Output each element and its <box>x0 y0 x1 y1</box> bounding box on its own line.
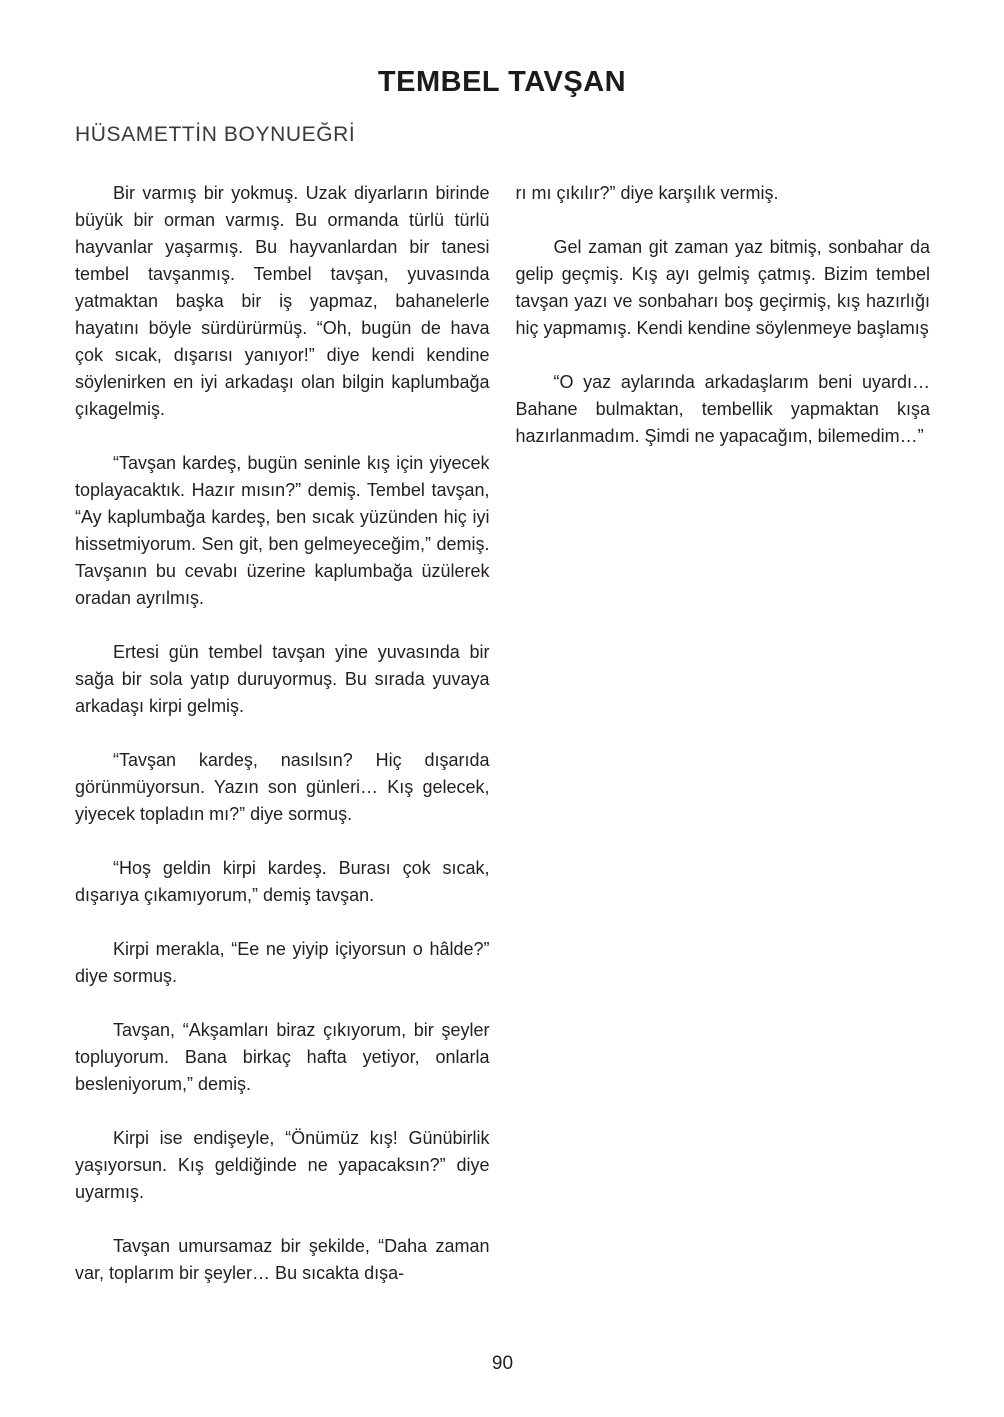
story-column-left <box>75 180 490 1314</box>
story-column-right <box>516 180 931 1314</box>
story-columns <box>75 180 930 1314</box>
story-paragraph: Kirpi ise endişeyle, “Önümüz kış! Günübirlik yaşıyorsun. Kış geldiğinde ne yapacaksın?” diye uyarmış. <box>75 1128 490 1202</box>
page-number: 90 <box>491 1353 514 1374</box>
story-paragraph: “O yaz aylarında arkadaşlarım beni uyardı… Bahane bulmaktan, tembellik yapmaktan kışa hazırlanmadım. Şimdi ne yapacağım, bilemedim…” <box>515 372 930 446</box>
page-title: TEMBEL TAVŞAN <box>377 66 627 98</box>
author-name: HÜSAMETTİN BOYNUEĞRİ <box>75 123 356 146</box>
story-paragraph: Gel zaman git zaman yaz bitmiş, sonbahar da gelip geçmiş. Kış ayı gelmiş çatmış. Bizim tembel tavşan yazı ve sonbaharı boş geçirmiş, kış hazırlığı hiç yapmamış. Kendi kendine söylenmeye başlamış <box>515 237 930 338</box>
story-paragraph: “Tavşan kardeş, bugün seninle kış için yiyecek toplayacaktık. Hazır mısın?” demiş. Tembel tavşan, “Ay kaplumbağa kardeş, ben sıcak yüzünden hiç iyi hissetmiyorum. Sen git, ben gelmeyeceğim,” demiş. Tavşanın bu cevabı üzerine kaplumbağa üzülerek oradan ayrılmış. <box>75 453 490 608</box>
story-paragraph: Tavşan, “Akşamları biraz çıkıyorum, bir şeyler topluyorum. Bana birkaç hafta yetiyor, onlarla besleniyorum,” demiş. <box>75 1020 490 1094</box>
story-paragraph: Kirpi merakla, “Ee ne yiyip içiyorsun o hâlde?” diye sormuş. <box>75 939 490 986</box>
story-paragraph: “Tavşan kardeş, nasılsın? Hiç dışarıda görünmüyorsun. Yazın son günleri… Kış gelecek, yiyecek topladın mı?” diye sormuş. <box>75 750 490 824</box>
story-paragraph: rı mı çıkılır?” diye karşılık vermiş. <box>515 183 779 203</box>
story-paragraph: Tavşan umursamaz bir şekilde, “Daha zaman var, toplarım bir şeyler… Bu sıcakta dışa- <box>75 1236 490 1283</box>
story-paragraph: “Hoş geldin kirpi kardeş. Burası çok sıcak, dışarıya çıkamıyorum,” demiş tavşan. <box>75 858 490 905</box>
story-paragraph: Ertesi gün tembel tavşan yine yuvasında bir sağa bir sola yatıp duruyormuş. Bu sırada yuvaya arkadaşı kirpi gelmiş. <box>75 642 490 716</box>
story-paragraph: Bir varmış bir yokmuş. Uzak diyarların birinde büyük bir orman varmış. Bu ormanda türlü türlü hayvanlar yaşarmış. Bu hayvanlardan bir tanesi tembel tavşanmış. Tembel tavşan, yuvasında yatmaktan başka bir iş yapmaz, bahanelerle hayatını böyle sürdürürmüş. “Oh, bugün de hava çok sıcak, dışarısı yanıyor!” diye kendi kendine söylenirken en iyi arkadaşı olan bilgin kaplumbağa çıkagelmiş. <box>75 183 490 419</box>
